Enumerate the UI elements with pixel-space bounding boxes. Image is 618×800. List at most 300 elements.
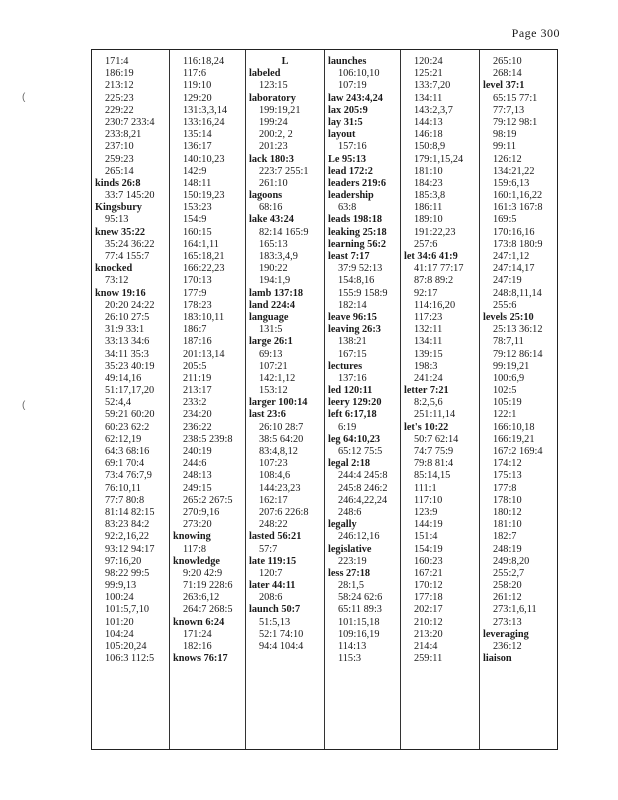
index-reference: 142:9 [183, 165, 207, 177]
index-reference: 229:22 [105, 104, 134, 116]
index-reference: 159:6,13 [493, 177, 530, 189]
index-reference: 76:10,11 [105, 482, 141, 494]
index-reference: 114:13 [338, 641, 367, 652]
index-reference: 125:21 [414, 68, 443, 80]
index-entry: lake 43:24 [249, 214, 294, 226]
word-index-table [91, 49, 558, 750]
index-entry: late 119:15 [249, 555, 297, 567]
index-entry: leaving 26:3 [328, 324, 381, 336]
page-number: Page 300 [511, 26, 560, 40]
index-entry: liaison [483, 653, 512, 665]
index-reference: 51:5,13 [259, 616, 291, 628]
index-reference: 186:11 [414, 202, 443, 214]
index-reference: 207:6 226:8 [259, 506, 309, 518]
index-reference: 180:12 [493, 506, 522, 518]
index-reference: 109:16,19 [338, 628, 380, 640]
index-reference: 160:1,16,22 [493, 190, 543, 202]
index-entry: laboratory [249, 92, 296, 104]
index-reference: 249:15 [183, 482, 212, 494]
index-reference: 134:21,22 [493, 165, 535, 177]
index-entry: launch 50:7 [249, 604, 301, 616]
index-reference: 41:17 77:17 [414, 263, 464, 275]
index-reference: 213:20 [414, 628, 443, 640]
index-reference: 178:23 [183, 299, 212, 311]
index-reference: 99:19,21 [493, 360, 530, 372]
index-reference: 134:11 [414, 336, 443, 348]
index-reference: 133:7,20 [414, 80, 451, 92]
index-reference: 182:14 [338, 299, 367, 311]
index-reference: 83:23 84:2 [105, 519, 150, 531]
index-reference: 60:23 62:2 [105, 421, 150, 433]
index-reference: 211:19 [183, 372, 212, 384]
index-reference: 20:20 24:22 [105, 299, 155, 311]
index-entry: knows 76:17 [173, 653, 228, 665]
index-entry: leadership [328, 190, 374, 202]
index-reference: 101:15,18 [338, 616, 380, 628]
index-reference: 98:22 99:5 [105, 567, 150, 579]
index-reference: 62:12,19 [105, 433, 142, 445]
index-reference: 170:12 [414, 580, 443, 592]
index-reference: 173:8 180:9 [493, 238, 543, 250]
index-reference: 247:19 [493, 275, 522, 287]
index-reference: 65:12 75:5 [338, 446, 383, 457]
index-reference: 150:19,23 [183, 190, 225, 202]
index-reference: 65:15 77:1 [493, 92, 538, 104]
index-entry: language [249, 311, 289, 323]
index-reference: 100:6,9 [493, 372, 525, 384]
index-entry: levels 25:10 [483, 311, 534, 323]
index-reference: 150:8,9 [414, 141, 446, 153]
index-reference: 122:1 [493, 409, 517, 421]
index-reference: 146:18 [414, 129, 443, 141]
index-reference: 265:10 [493, 56, 522, 67]
index-reference: 140:10,23 [183, 153, 225, 165]
index-reference: 214:4 [414, 641, 438, 652]
index-reference: 101:20 [105, 616, 134, 628]
index-reference: 261:12 [493, 592, 522, 604]
index-entry: leads 198:18 [328, 214, 383, 226]
index-reference: 104:24 [105, 628, 134, 640]
index-reference: 51:17,17,20 [105, 385, 155, 397]
index-reference: 117:10 [414, 494, 443, 506]
index-reference: 25:13 36:12 [493, 324, 543, 336]
index-entry: layout [328, 129, 356, 141]
index-entry: least 7:17 [328, 251, 370, 262]
index-reference: 134:11 [414, 92, 443, 104]
index-reference: 234:20 [183, 409, 212, 421]
index-reference: 170:13 [183, 275, 212, 287]
index-entry: larger 100:14 [249, 397, 308, 409]
index-reference: 238:5 239:8 [183, 433, 233, 445]
index-reference: 199:19,21 [259, 104, 301, 116]
index-reference: 133:16,24 [183, 116, 225, 128]
index-entry: let's 10:22 [404, 421, 449, 433]
index-reference: 167:15 [338, 348, 367, 360]
index-reference: 106:10,10 [338, 68, 380, 80]
index-entry: less 27:18 [328, 567, 371, 579]
index-reference: 105:19 [493, 397, 522, 409]
index-reference: 233:8,21 [105, 129, 142, 141]
index-entry: law 243:4,24 [328, 92, 383, 104]
index-reference: 26:10 28:7 [259, 421, 304, 433]
index-reference: 263:6,12 [183, 592, 220, 604]
index-letter-heading: L [281, 56, 289, 67]
index-reference: 164:1,11 [183, 238, 219, 250]
index-reference: 107:19 [338, 80, 367, 92]
index-reference: 210:12 [414, 616, 443, 628]
index-reference: 35:23 40:19 [105, 360, 155, 372]
index-entry: later 44:11 [249, 580, 296, 592]
index-entry: leg 64:10,23 [328, 433, 381, 445]
index-reference: 137:16 [338, 372, 367, 384]
index-reference: 78:7,11 [493, 336, 524, 348]
index-reference: 198:3 [414, 360, 438, 372]
index-reference: 236:22 [183, 421, 212, 433]
index-reference: 213:17 [183, 385, 212, 397]
index-reference: 270:9,16 [183, 506, 220, 518]
index-reference: 258:20 [493, 580, 522, 592]
index-reference: 230:7 233:4 [105, 116, 155, 128]
index-reference: 58:24 62:6 [338, 592, 383, 604]
index-reference: 248:6 [338, 506, 362, 518]
index-reference: 79:12 98:1 [493, 116, 538, 128]
index-reference: 154:9 [183, 214, 207, 226]
index-reference: 233:2 [183, 397, 207, 409]
index-reference: 268:14 [493, 68, 522, 80]
binder-hole-mark-middle: ( [22, 400, 26, 411]
index-reference: 183:10,11 [183, 311, 225, 323]
index-reference: 81:14 82:15 [105, 506, 155, 518]
index-reference: 184:23 [414, 177, 443, 189]
index-reference: 245:8 246:2 [338, 482, 388, 494]
index-reference: 264:7 268:5 [183, 604, 233, 616]
index-reference: 169:5 [493, 214, 517, 226]
index-entry: level 37:1 [483, 80, 525, 92]
index-reference: 148:11 [183, 177, 212, 189]
index-reference: 273:20 [183, 519, 212, 531]
index-reference: 65:11 89:3 [338, 604, 382, 616]
index-reference: 151:4 [414, 531, 438, 543]
index-reference: 199:24 [259, 116, 288, 128]
index-reference: 161:3 167:8 [493, 202, 543, 214]
index-reference: 257:6 [414, 238, 438, 250]
index-reference: 167:21 [414, 567, 443, 579]
index-entry: leave 96:15 [328, 311, 377, 323]
index-reference: 247:14,17 [493, 263, 535, 275]
index-reference: 93:12 94:17 [105, 543, 155, 555]
index-reference: 98:19 [493, 129, 517, 141]
index-entry: lagoons [249, 190, 283, 202]
index-reference: 108:4,6 [259, 470, 291, 482]
index-reference: 259:23 [105, 153, 134, 165]
index-reference: 273:1,6,11 [493, 604, 537, 616]
index-entry: launches [328, 56, 367, 67]
index-reference: 189:10 [414, 214, 443, 226]
index-reference: 178:10 [493, 494, 522, 506]
index-entry: Kingsbury [95, 202, 142, 214]
index-entry: lax 205:9 [328, 104, 368, 116]
index-reference: 79:8 81:4 [414, 458, 454, 470]
index-reference: 236:12 [493, 641, 522, 652]
index-reference: 154:8,16 [338, 275, 375, 287]
index-reference: 191:22,23 [414, 226, 456, 238]
index-reference: 157:16 [338, 141, 367, 153]
index-reference: 265:2 267:5 [183, 494, 233, 506]
index-reference: 138:21 [338, 336, 367, 348]
index-reference: 187:16 [183, 336, 212, 348]
index-entry: lectures [328, 360, 363, 372]
index-reference: 28:1,5 [338, 580, 365, 592]
index-entry: last 23:6 [249, 409, 286, 421]
index-reference: 31:9 33:1 [105, 324, 145, 336]
index-reference: 123:9 [414, 506, 438, 518]
index-reference: 201:13,14 [183, 348, 225, 360]
index-reference: 99:11 [493, 141, 517, 153]
index-reference: 83:4,8,12 [259, 446, 298, 457]
index-reference: 153:12 [259, 385, 288, 397]
index-entry: knocked [95, 263, 133, 275]
index-reference: 111:1 [414, 482, 437, 494]
index-reference: 177:18 [414, 592, 443, 604]
index-entry: leaders 219:6 [328, 177, 387, 189]
index-reference: 71:19 228:6 [183, 580, 233, 592]
index-reference: 107:21 [259, 360, 288, 372]
index-reference: 73:12 [105, 275, 129, 287]
index-entry: lead 172:2 [328, 165, 373, 177]
index-reference: 143:2,3,7 [414, 104, 453, 116]
index-reference: 175:13 [493, 470, 522, 482]
index-reference: 142:1,12 [259, 372, 296, 384]
index-reference: 223:7 255:1 [259, 165, 309, 177]
index-reference: 171:24 [183, 628, 212, 640]
index-reference: 120:7 [259, 567, 283, 579]
index-reference: 123:15 [259, 80, 288, 92]
index-reference: 213:12 [105, 80, 134, 92]
index-reference: 87:8 89:2 [414, 275, 454, 287]
index-reference: 126:12 [493, 153, 522, 165]
index-entry: known 6:24 [173, 616, 225, 628]
index-reference: 131:5 [259, 324, 283, 336]
index-entry: lack 180:3 [249, 153, 294, 165]
index-reference: 241:24 [414, 372, 443, 384]
index-reference: 68:16 [259, 202, 283, 214]
index-entry: legislative [328, 543, 372, 555]
index-reference: 92:2,16,22 [105, 531, 150, 543]
index-reference: 177:8 [493, 482, 517, 494]
index-reference: 248:13 [183, 470, 212, 482]
index-entry: knowing [173, 531, 211, 543]
index-reference: 107:23 [259, 458, 288, 470]
index-reference: 144:19 [414, 519, 443, 531]
index-entry: legally [328, 519, 357, 531]
index-reference: 82:14 165:9 [259, 226, 309, 238]
index-entry: let 34:6 41:9 [404, 251, 458, 262]
index-entry: legal 2:18 [328, 458, 371, 470]
index-reference: 59:21 60:20 [105, 409, 155, 421]
index-reference: 248:22 [259, 519, 288, 531]
index-reference: 166:10,18 [493, 421, 535, 433]
index-reference: 131:3,3,14 [183, 104, 228, 116]
index-entry: letter 7:21 [404, 385, 449, 397]
index-reference: 52:4,4 [105, 397, 132, 409]
index-reference: 162:17 [259, 494, 288, 506]
index-reference: 177:9 [183, 287, 207, 299]
index-reference: 201:23 [259, 141, 288, 153]
index-reference: 255:2,7 [493, 567, 525, 579]
index-reference: 117:23 [414, 311, 443, 323]
index-reference: 160:15 [183, 226, 212, 238]
index-reference: 200:2, 2 [259, 129, 293, 141]
index-column-2 [169, 50, 245, 749]
index-reference: 165:13 [259, 238, 288, 250]
index-reference: 97:16,20 [105, 555, 142, 567]
index-entry: lamb 137:18 [249, 287, 304, 299]
index-reference: 101:5,7,10 [105, 604, 150, 616]
index-reference: 223:19 [338, 555, 367, 567]
index-reference: 99:9,13 [105, 580, 137, 592]
index-reference: 37:9 52:13 [338, 263, 383, 275]
index-reference: 225:23 [105, 92, 134, 104]
index-entry: learning 56:2 [328, 238, 387, 250]
index-reference: 259:11 [414, 653, 443, 665]
index-reference: 246:4,22,24 [338, 494, 388, 506]
index-reference: 120:24 [414, 56, 443, 67]
index-entry: left 6:17,18 [328, 409, 377, 421]
index-reference: 6:19 [338, 421, 357, 433]
index-reference: 246:12,16 [338, 531, 380, 543]
index-reference: 171:4 [105, 56, 129, 67]
index-reference: 116:18,24 [183, 56, 225, 67]
index-reference: 273:13 [493, 616, 522, 628]
index-reference: 57:7 [259, 543, 278, 555]
index-reference: 50:7 62:14 [414, 433, 459, 445]
index-reference: 251:11,14 [414, 409, 456, 421]
index-reference: 105:20,24 [105, 641, 147, 652]
index-reference: 170:16,16 [493, 226, 535, 238]
index-entry: led 120:11 [328, 385, 373, 397]
index-entry: land 224:4 [249, 299, 296, 311]
index-column-3 [245, 50, 324, 749]
index-reference: 261:10 [259, 177, 288, 189]
index-reference: 74:7 75:9 [414, 446, 454, 457]
index-column-4 [324, 50, 400, 749]
index-reference: 69:1 70:4 [105, 458, 145, 470]
index-reference: 95:13 [105, 214, 129, 226]
index-reference: 63:8 [338, 202, 357, 214]
index-reference: 167:2 169:4 [493, 446, 543, 457]
index-reference: 77:7,13 [493, 104, 525, 116]
index-reference: 144:23,23 [259, 482, 301, 494]
index-reference: 115:3 [338, 653, 362, 665]
index-reference: 205:5 [183, 360, 207, 372]
index-entry: kinds 26:8 [95, 177, 141, 189]
index-reference: 255:6 [493, 299, 517, 311]
index-entry: know 19:16 [95, 287, 146, 299]
index-reference: 244:4 245:8 [338, 470, 388, 482]
index-reference: 202:17 [414, 604, 443, 616]
index-reference: 165:18,21 [183, 251, 225, 262]
index-reference: 186:19 [105, 68, 134, 80]
index-reference: 249:8,20 [493, 555, 530, 567]
index-entry: leveraging [483, 628, 529, 640]
index-reference: 182:16 [183, 641, 212, 652]
index-reference: 85:14,15 [414, 470, 451, 482]
index-reference: 77:4 155:7 [105, 251, 150, 262]
index-reference: 160:23 [414, 555, 443, 567]
index-reference: 190:22 [259, 263, 288, 275]
index-reference: 248:19 [493, 543, 522, 555]
index-reference: 144:13 [414, 116, 443, 128]
index-reference: 183:3,4,9 [259, 251, 298, 262]
index-reference: 247:1,12 [493, 251, 530, 262]
index-reference: 265:14 [105, 165, 134, 177]
index-reference: 237:10 [105, 141, 134, 153]
index-reference: 208:6 [259, 592, 283, 604]
index-reference: 136:17 [183, 141, 212, 153]
index-reference: 117:6 [183, 68, 207, 80]
index-entry: lasted 56:21 [249, 531, 302, 543]
index-entry: labeled [249, 68, 281, 80]
index-reference: 240:19 [183, 446, 212, 457]
index-column-5 [400, 50, 479, 749]
index-reference: 38:5 64:20 [259, 433, 304, 445]
index-reference: 166:22,23 [183, 263, 225, 275]
index-reference: 129:20 [183, 92, 212, 104]
index-reference: 52:1 74:10 [259, 628, 304, 640]
index-reference: 154:19 [414, 543, 443, 555]
index-entry: Le 95:13 [328, 153, 367, 165]
index-entry: lay 31:5 [328, 116, 363, 128]
index-reference: 106:3 112:5 [105, 653, 155, 665]
index-reference: 117:8 [183, 543, 207, 555]
index-reference: 69:13 [259, 348, 283, 360]
index-reference: 79:12 86:14 [493, 348, 543, 360]
index-reference: 35:24 36:22 [105, 238, 155, 250]
index-entry: leaking 25:18 [328, 226, 387, 238]
index-reference: 248:8,11,14 [493, 287, 542, 299]
index-reference: 114:16,20 [414, 299, 456, 311]
index-reference: 9:20 42:9 [183, 567, 223, 579]
index-reference: 153:23 [183, 202, 212, 214]
index-reference: 181:10 [414, 165, 443, 177]
index-reference: 92:17 [414, 287, 438, 299]
index-reference: 26:10 27:5 [105, 311, 150, 323]
index-column-6 [479, 50, 557, 749]
index-entry: leery 129:20 [328, 397, 382, 409]
index-reference: 100:24 [105, 592, 134, 604]
index-reference: 244:6 [183, 458, 207, 470]
index-reference: 73:4 76:7,9 [105, 470, 152, 482]
index-reference: 49:14,16 [105, 372, 142, 384]
index-reference: 119:10 [183, 80, 212, 92]
index-reference: 8:2,5,6 [414, 397, 443, 409]
index-reference: 94:4 104:4 [259, 641, 304, 652]
index-reference: 139:15 [414, 348, 443, 360]
index-reference: 179:1,15,24 [414, 153, 464, 165]
index-entry: large 26:1 [249, 336, 293, 348]
index-entry: knowledge [173, 555, 220, 567]
index-reference: 64:3 68:16 [105, 446, 150, 457]
index-column-1 [92, 50, 169, 749]
index-reference: 135:14 [183, 129, 212, 141]
index-reference: 77:7 80:8 [105, 494, 145, 506]
index-reference: 102:5 [493, 385, 517, 397]
index-reference: 34:11 35:3 [105, 348, 149, 360]
index-reference: 181:10 [493, 519, 522, 531]
index-reference: 185:3,8 [414, 190, 446, 202]
index-reference: 33:13 34:6 [105, 336, 150, 348]
index-reference: 186:7 [183, 324, 207, 336]
